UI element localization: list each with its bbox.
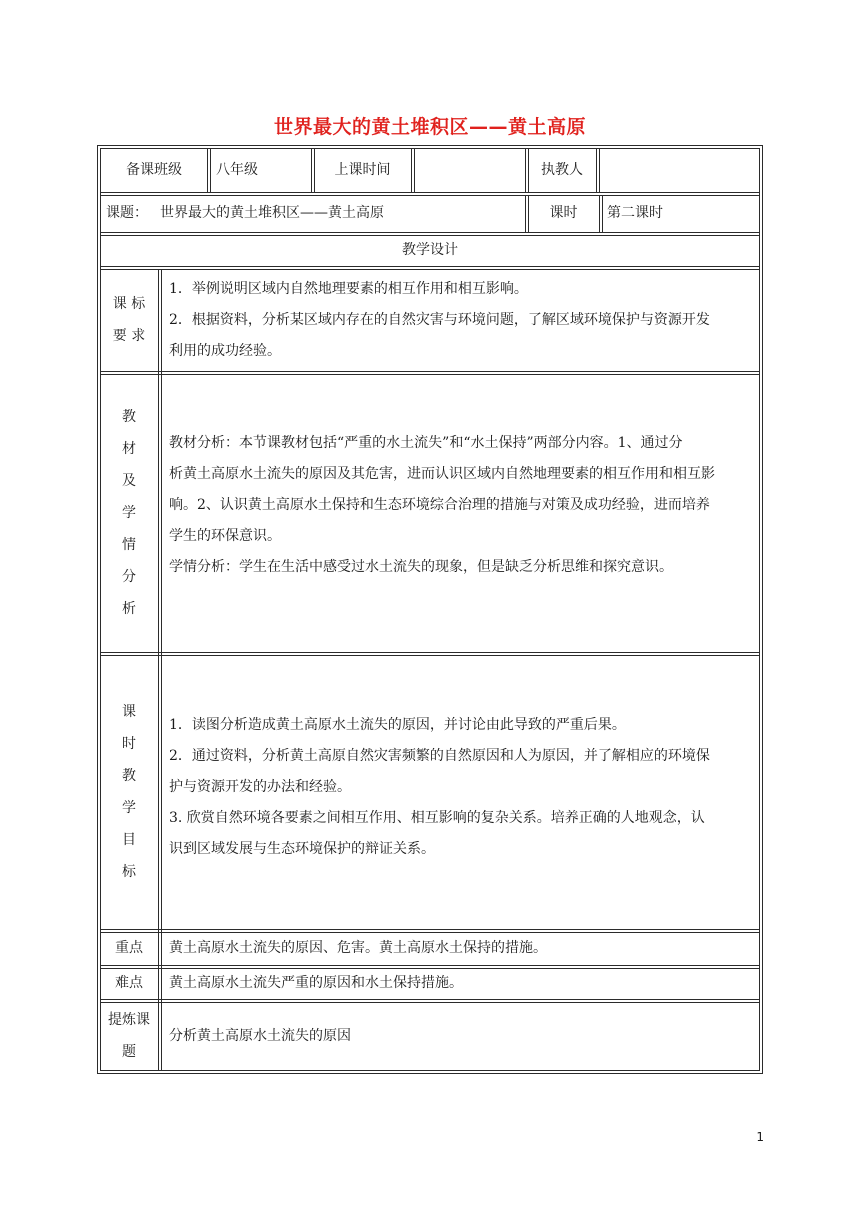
teacher-label: 执教人 (541, 161, 583, 178)
refined-label: 提炼课 题 (108, 1012, 150, 1060)
design-heading: 教学设计 (402, 242, 458, 258)
difficulty-value: 黄土高原水土流失严重的原因和水土保持措施。 (169, 975, 463, 991)
key-point-value: 黄土高原水土流失的原因、危害。黄土高原水土保持的措施。 (169, 940, 547, 956)
key-point-label: 重点 (115, 940, 143, 956)
objectives-label: 课 时 教 学 目 标 (122, 704, 136, 880)
objectives-line: 2．通过资料，分析黄土高原自然灾害频繁的自然原因和人为原因，并了解相应的环境保 (169, 748, 710, 764)
objectives-line: 护与资源开发的办法和经验。 (169, 779, 351, 795)
class-value: 八年级 (216, 161, 258, 178)
analysis-line: 学生的环保意识。 (169, 528, 281, 544)
objectives-content (169, 710, 757, 880)
analysis-line: 教材分析：本节课教材包括“严重的水土流失”和“水土保持”两部分内容。1、通过分 (169, 435, 683, 451)
difficulty-label: 难点 (115, 975, 143, 991)
standards-content (169, 273, 757, 369)
period-value: 第二课时 (607, 205, 663, 221)
period-label: 课时 (549, 205, 578, 221)
refined-value: 分析黄土高原水土流失的原因 (169, 1027, 351, 1044)
time-value (414, 148, 525, 192)
objectives-line: 3. 欣赏自然环境各要素之间相互作用、相互影响的复杂关系。培养正确的人地观念，认 (169, 810, 705, 826)
analysis-line: 学情分析：学生在生活中感受过水土流失的现象，但是缺乏分析思维和探究意识。 (169, 559, 673, 575)
standards-line: 2．根据资料，分析某区域内存在的自然灾害与环境问题，了解区域环境保护与资源开发 (169, 312, 710, 328)
standards-line: 利用的成功经验。 (169, 343, 281, 359)
teacher-value (599, 148, 759, 192)
standards-line: 1．举例说明区域内自然地理要素的相互作用和相互影响。 (169, 281, 528, 297)
objectives-line: 识到区域发展与生态环境保护的辩证关系。 (169, 841, 435, 857)
class-label: 备课班级 (126, 161, 182, 178)
topic-value: 世界最大的黄土堆积区——黄土高原 (160, 205, 384, 221)
analysis-label: 教 材 及 学 情 分 析 (122, 409, 136, 617)
topic-label: 课题： (106, 205, 148, 221)
standards-label: 课 标 要 求 (112, 296, 146, 344)
page-number: 1 (756, 1130, 764, 1144)
time-label: 上课时间 (334, 161, 391, 178)
analysis-line: 响。2、认识黄土高原水土保持和生态环境综合治理的措施与对策及成功经验，进而培养 (169, 497, 710, 513)
analysis-content (169, 428, 757, 608)
objectives-line: 1．读图分析造成黄土高原水土流失的原因，并讨论由此导致的严重后果。 (169, 717, 626, 733)
document-title: 世界最大的黄土堆积区——黄土高原 (273, 116, 586, 138)
analysis-line: 析黄土高原水土流失的原因及其危害，进而认识区域内自然地理要素的相互作用和相互影 (169, 466, 715, 482)
